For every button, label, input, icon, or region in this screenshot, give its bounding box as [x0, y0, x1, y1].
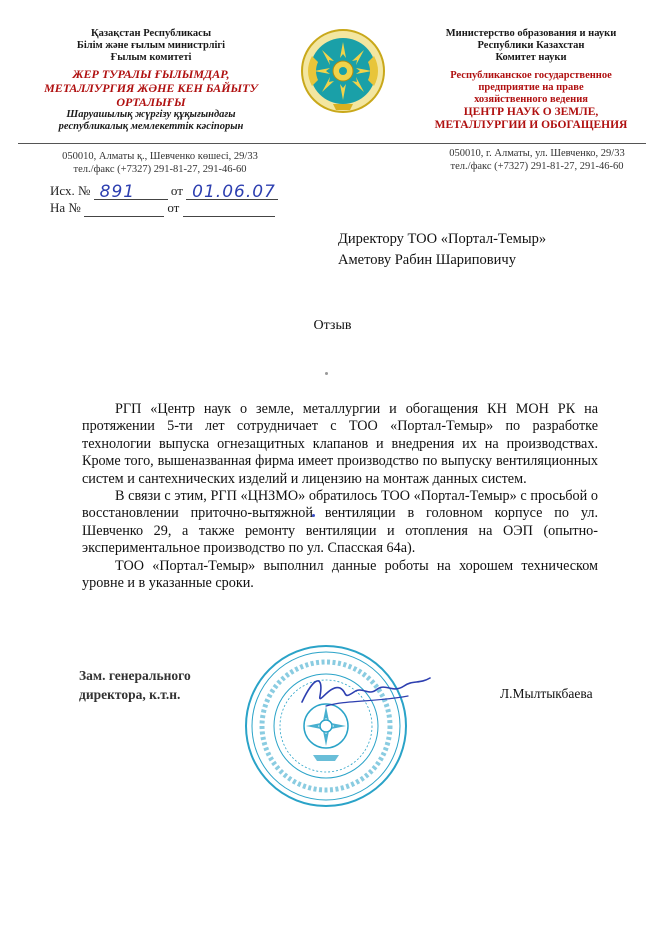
in-number-field [84, 203, 164, 217]
out-number-field [94, 182, 168, 202]
address-left [40, 151, 280, 176]
signatory-position [79, 666, 191, 704]
out-number-label: Исх. № [50, 183, 91, 198]
header-left-status2: республикалық мемлекеттік кәсіпорын [58, 121, 244, 132]
addressee [338, 229, 546, 271]
header-left-line1: Қазақстан Республикасы [90, 28, 212, 39]
header-right-status3: хозяйственного ведения [474, 94, 588, 105]
header-right-org-line2: МЕТАЛЛУРГИИ И ОБОГАЩЕНИЯ [434, 119, 628, 131]
header-right-line3: Комитет науки [495, 52, 567, 63]
signatory-name: Л.Мылтыкбаева [500, 686, 593, 701]
out-number-value: 891 [99, 182, 136, 202]
in-date-label: от [167, 200, 180, 215]
kazakhstan-emblem-icon [300, 28, 386, 114]
letterhead-right [424, 28, 638, 132]
address-left-street: 050010, Алматы қ., Шевченко көшесі, 29/33 [62, 151, 258, 162]
header-left-org-line2: МЕТАЛЛУРГИЯ ЖӘНЕ КЕН БАЙЫТУ [44, 81, 258, 95]
in-date-field [183, 203, 275, 217]
signatory-position-line1: Зам. генерального [79, 668, 191, 683]
address-right-phone: тел./факс (+7327) 291-81-27, 291-46-60 [450, 160, 624, 172]
in-number-label: На № [50, 200, 81, 215]
header-right-line2: Республики Казахстан [477, 40, 585, 51]
letter-body [82, 401, 598, 592]
addressee-line1: Директору ТОО «Портал-Темыр» [338, 231, 547, 247]
header-left-status1: Шаруашылық жүргізу құқығындағы [66, 109, 236, 120]
header-divider [18, 143, 646, 144]
outgoing-reference [50, 182, 278, 200]
out-date-value: 01.06.07 [192, 182, 276, 202]
header-right-status1: Республиканское государственное [450, 70, 612, 81]
header-right-status [424, 70, 638, 106]
header-right-status2: предприятие на праве [478, 82, 584, 93]
addressee-line2: Аметову Рабин Шариповичу [338, 252, 516, 268]
header-right-line1: Министерство образования и науки [445, 28, 617, 39]
incoming-reference [50, 199, 275, 217]
document-title: Отзыв [313, 318, 352, 333]
header-right-org-line1: ЦЕНТР НАУК О ЗЕМЛЕ, [463, 106, 599, 118]
body-paragraph-3: ТОО «Портал-Темыр» выполнил данные роботы на хорошем техническом уровне и в указанные сроки. [82, 557, 598, 592]
body-paragraph-2: В связи с этим, РГП «ЦНЗМО» обратилось ТОО «Портал-Темыр» с просьбой о восстановлении приточно-вытяжной вентиляции в головном корпусе по ул. Шевченко 29, а также ремонту вентиляции и отопления на ОЭП (опытно-экспериментальное производство по ул. Спасская 64а). [82, 488, 598, 557]
address-right [432, 148, 642, 173]
scan-speck [325, 372, 328, 375]
header-right-org [424, 106, 638, 132]
header-left-org-line1: ЖЕР ТУРАЛЫ ҒЫЛЫМДАР, [72, 67, 230, 81]
signatory-position-line2: директора, к.т.н. [79, 687, 181, 702]
handwritten-signature-icon [296, 666, 436, 716]
header-left-org [20, 67, 282, 109]
header-left-line2: Білім және ғылым министрлігі [76, 40, 226, 51]
header-left-line3: Ғылым комитеті [110, 52, 192, 63]
out-date-field [186, 182, 278, 202]
letterhead-left [20, 28, 282, 133]
address-left-phone: тел./факс (+7327) 291-81-27, 291-46-60 [73, 163, 247, 175]
header-left-org-line3: ОРТАЛЫҒЫ [116, 95, 186, 109]
address-right-street: 050010, г. Алматы, ул. Шевченко, 29/33 [449, 148, 625, 159]
body-paragraph-1: РГП «Центр наук о земле, металлургии и обогащения КН МОН РК на протяжении 5-ти лет сотрудничает с ТОО «Портал-Темыр» по разработке технологии выпуска огнезащитных клапанов и внедрения их на производствах. Кроме того, вышеназванная фирма имеет производство по выпуску вентиляционных систем и сантехнических изделий и лицензию на монтаж данных систем. [82, 401, 598, 487]
out-date-label: от [170, 183, 183, 198]
